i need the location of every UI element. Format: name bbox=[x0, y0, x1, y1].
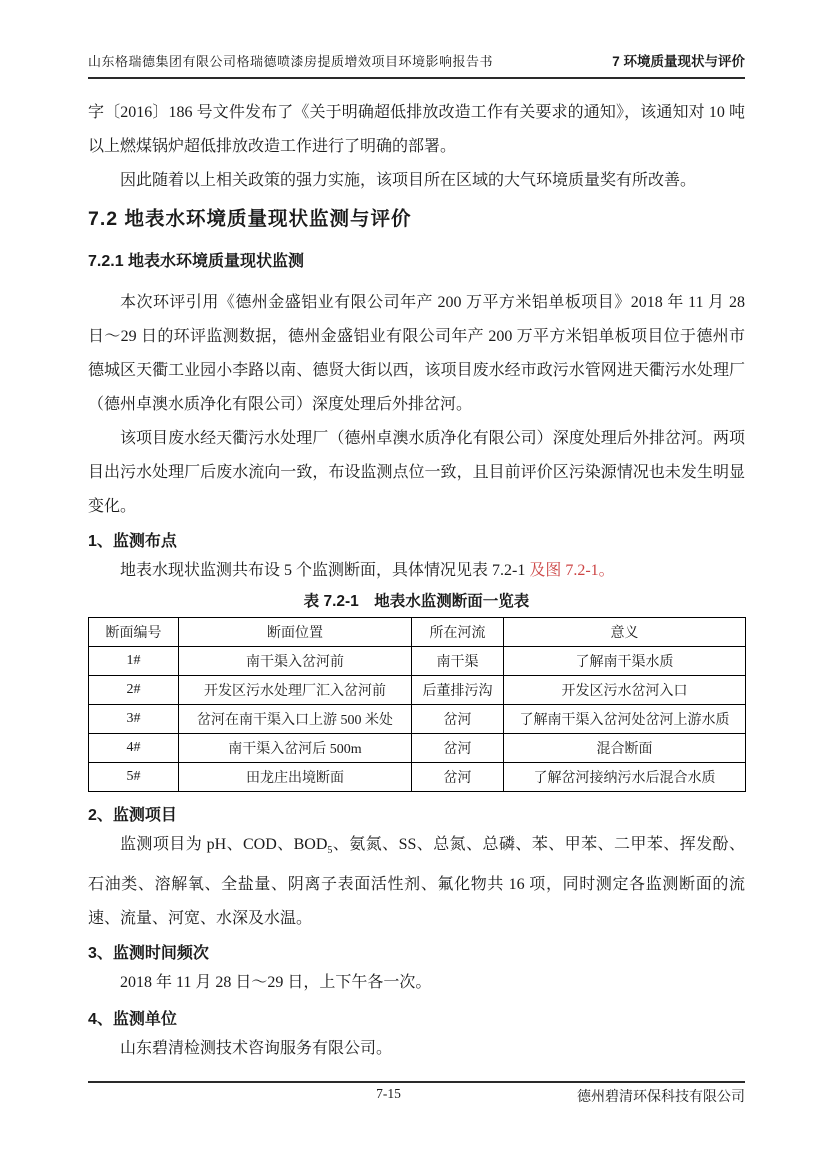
subsection-4-monitoring-unit-heading: 4、监测单位 bbox=[88, 1011, 177, 1029]
paragraph-policy-effect: 因此随着以上相关政策的强力实施，该项目所在区域的大气环境质量奖有所改善。 bbox=[120, 172, 697, 189]
paragraph-monitoring-time: 2018 年 11 月 28 日～29 日，上下午各一次。 bbox=[120, 974, 432, 992]
paragraph-monitoring-unit: 山东碧清检测技术咨询服务有限公司。 bbox=[120, 1040, 393, 1058]
cell-section-location: 开发区污水处理厂汇入岔河前 bbox=[179, 676, 412, 705]
subsection-1-monitoring-points-heading: 1、监测布点 bbox=[88, 533, 177, 550]
col-header-significance: 意义 bbox=[504, 618, 746, 647]
cell-river: 后董排污沟 bbox=[412, 676, 504, 705]
paragraph-wastewater-flow: 该项目废水经天衢污水处理厂（德州卓澳水质净化有限公司）深度处理后外排岔河。两项目出污水处理厂后废水流向一致，布设监测点位一致，且目前评价区污染源情况也未发生明显变化。 bbox=[88, 430, 745, 515]
paragraph-monitoring-points bbox=[88, 554, 745, 588]
cell-section-location: 田龙庄出境断面 bbox=[179, 763, 412, 792]
table-row bbox=[89, 763, 746, 792]
cell-significance: 了解岔河接纳污水后混合水质 bbox=[504, 763, 746, 792]
table-header-row bbox=[89, 618, 746, 647]
cell-section-location: 南干渠入岔河前 bbox=[179, 647, 412, 676]
cell-section-location: 岔河在南干渠入口上游 500 米处 bbox=[179, 705, 412, 734]
figure-reference-red-text: 及图 7.2-1。 bbox=[529, 562, 615, 579]
cell-river: 岔河 bbox=[412, 705, 504, 734]
table-row bbox=[89, 734, 746, 763]
table-caption: 表 7.2-1 地表水监测断面一览表 bbox=[303, 593, 530, 610]
subsection-3-monitoring-time-heading: 3、监测时间频次 bbox=[88, 945, 209, 963]
table-row bbox=[89, 705, 746, 734]
cell-section-id: 4# bbox=[89, 734, 179, 763]
section-7-2-heading: 7.2 地表水环境质量现状监测与评价 bbox=[88, 208, 412, 230]
cell-section-id: 3# bbox=[89, 705, 179, 734]
cell-river: 岔河 bbox=[412, 734, 504, 763]
monitoring-sections-table bbox=[88, 617, 746, 792]
cell-significance: 开发区污水岔河入口 bbox=[504, 676, 746, 705]
monitoring-points-text: 地表水现状监测共布设 5 个监测断面，具体情况见表 7.2-1 bbox=[120, 562, 530, 579]
col-header-section-location: 断面位置 bbox=[179, 618, 412, 647]
monitoring-items-text: 监测项目为 pH、COD、BOD bbox=[120, 836, 328, 853]
header-report-title: 山东格瑞德集团有限公司格瑞德喷漆房提质增效项目环境影响报告书 bbox=[88, 54, 494, 69]
header-chapter-title: 7 环境质量现状与评价 bbox=[612, 54, 745, 69]
cell-significance: 了解南干渠入岔河处岔河上游水质 bbox=[504, 705, 746, 734]
paragraph-monitoring-items bbox=[88, 828, 745, 936]
page-number: 7-15 bbox=[376, 1086, 401, 1101]
cell-significance: 混合断面 bbox=[504, 734, 746, 763]
section-7-2-1-heading: 7.2.1 地表水环境质量现状监测 bbox=[88, 253, 305, 270]
page-header bbox=[88, 50, 745, 79]
col-header-section-id: 断面编号 bbox=[89, 618, 179, 647]
bod-subscript: 5 bbox=[327, 845, 333, 857]
footer-company-name: 德州碧清环保科技有限公司 bbox=[577, 1090, 745, 1105]
cell-significance: 了解南干渠水质 bbox=[504, 647, 746, 676]
monitoring-items-text-cont: 、氨氮、SS、总氮、总磷、苯、甲苯、二甲苯、挥发酚、石油类、溶解氧、全盐量、阴离子表面活性剂、氟化物共 16 项，同时测定各监测断面的流速、流量、河宽、水深及水温。 bbox=[88, 836, 745, 928]
table-row bbox=[89, 676, 746, 705]
cell-river: 南干渠 bbox=[412, 647, 504, 676]
page-footer bbox=[88, 1081, 745, 1110]
col-header-river: 所在河流 bbox=[412, 618, 504, 647]
footer-rule bbox=[88, 1081, 745, 1083]
paragraph-policy-notice: 字〔2016〕186 号文件发布了《关于明确超低排放改造工作有关要求的通知》，该通知对 10 吨以上燃煤锅炉超低排放改造工作进行了明确的部署。 bbox=[88, 104, 745, 155]
header-rule bbox=[88, 77, 745, 79]
table-row bbox=[89, 647, 746, 676]
subsection-2-monitoring-items-heading: 2、监测项目 bbox=[88, 807, 177, 824]
paragraph-reference-project: 本次环评引用《德州金盛铝业有限公司年产 200 万平方米铝单板项目》2018 年 11 月 28 日～29 日的环评监测数据，德州金盛铝业有限公司年产 200 万平方米铝单板项目位于德州市德城区天衢工业园小李路以南、德贤大街以西，该项目废水经市政污水管网进天衢污水处理厂（德州卓澳水质净化有限公司）深度处理后外排岔河。 bbox=[88, 294, 745, 413]
cell-section-location: 南干渠入岔河后 500m bbox=[179, 734, 412, 763]
cell-section-id: 5# bbox=[89, 763, 179, 792]
document-body bbox=[88, 96, 745, 1066]
cell-river: 岔河 bbox=[412, 763, 504, 792]
cell-section-id: 1# bbox=[89, 647, 179, 676]
cell-section-id: 2# bbox=[89, 676, 179, 705]
